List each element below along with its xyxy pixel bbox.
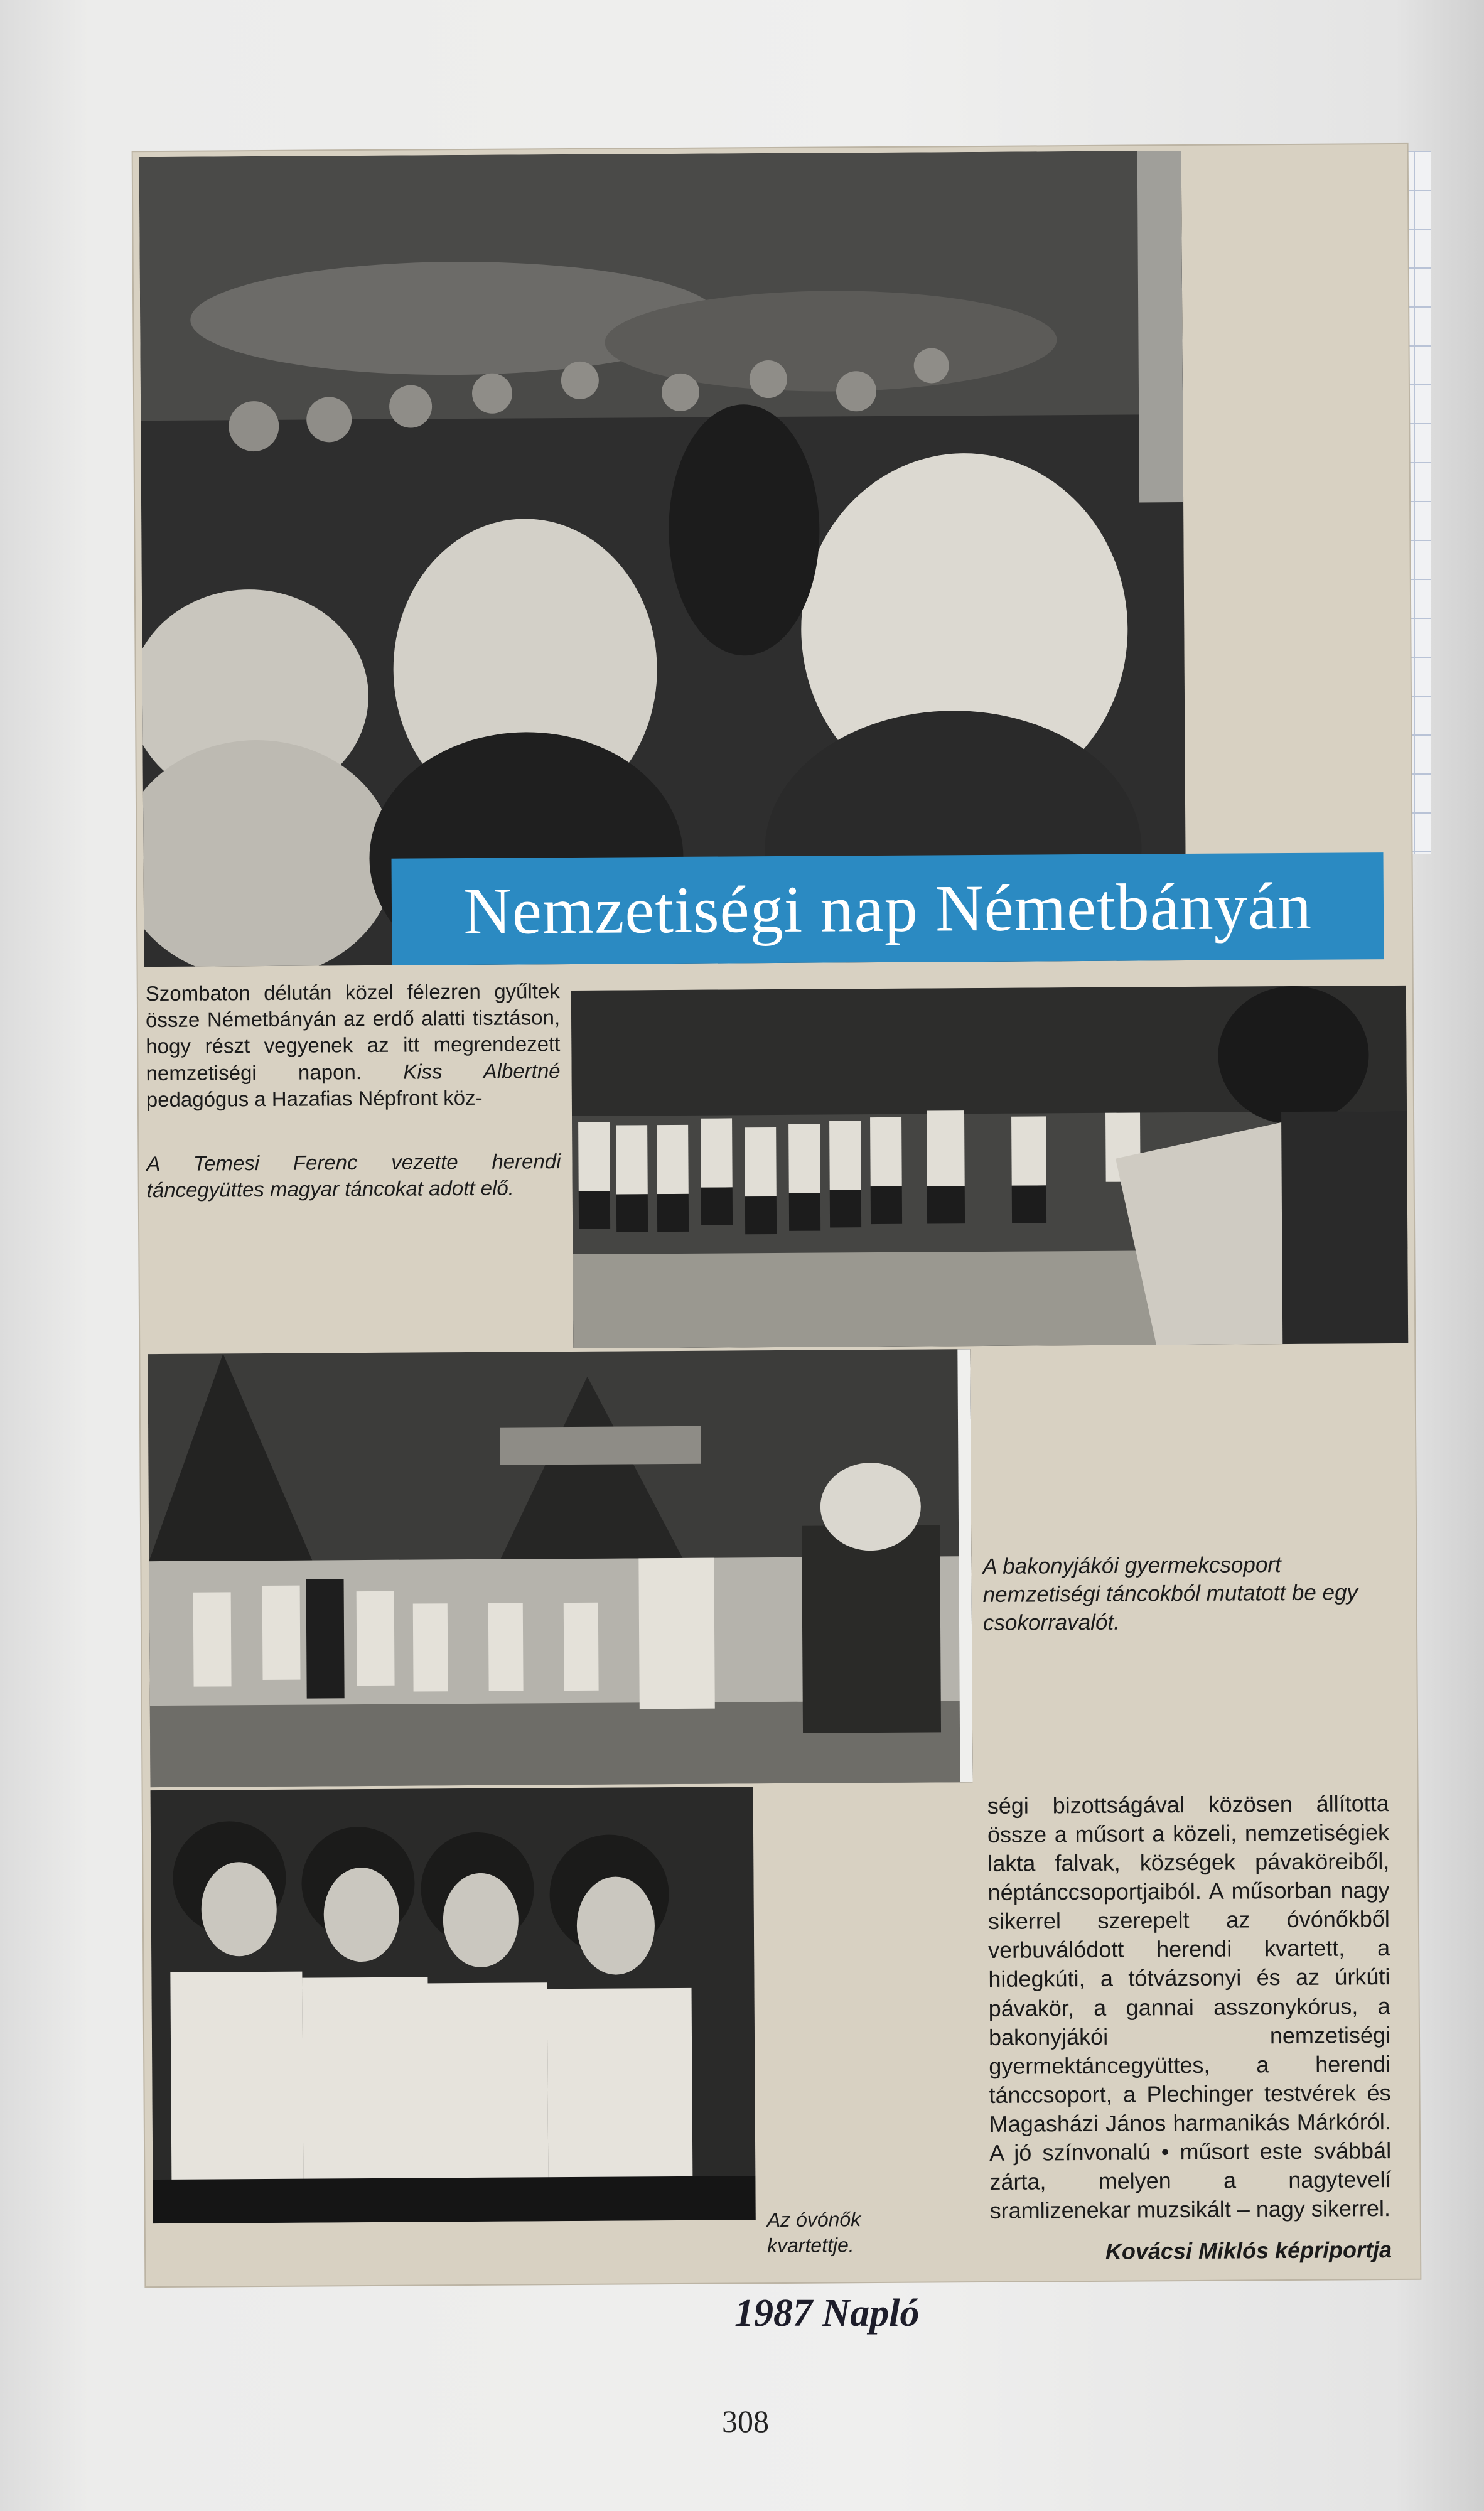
page-number: 308 — [722, 2404, 769, 2439]
quartet-photo — [151, 1787, 756, 2223]
intro-text: Szombaton délután közel félezren gyűltek össze Németbányán az erdő alatti tisztáson, hogy részt vegyenek az itt megrendezett nemzetiségi napon. — [145, 979, 561, 1085]
caption-ovonok: Az óvónők kvartettje. — [766, 2208, 861, 2257]
body-paragraph: ségi bizottságával közösen állította össze a műsort a közeli, nemzetiségiek lakta falvak, községek pávaköreiből, néptánccsoportjaiból. A műsorban nagy sikerrel szerepelt az óvónőkből verbuválódott herendi kvartett, a hidegkúti, a tótvázsonyi és az úrkúti pávakör, a gannai asszonykórus, a bakonyjákói nemzetiségi gyermektáncegyüttes, a herendi tánccsoport, a Plechinger testvérek és Magasházi János harmanikás Márkóról. A jó színvonalú • műsort este svábbál zárta, melyen a nagytevelí sramlizenekar muzsikált – nagy sikerrel. — [987, 1790, 1392, 2224]
intro-continuation: pedagógus a Hazafias Népfront köz- — [146, 1085, 483, 1112]
dance-group-photo — [571, 986, 1408, 1348]
photo-byline: Kovácsi Miklós képriportja — [1105, 2237, 1392, 2265]
intro-person-name: Kiss Albertné — [403, 1058, 561, 1083]
intro-paragraph — [146, 978, 561, 1113]
body-text-column — [987, 1789, 1392, 2267]
headline-banner — [392, 852, 1384, 965]
intro-text-column — [146, 978, 561, 1204]
handwritten-year-tag: 1987 Napló — [734, 2292, 920, 2335]
crowd-photo — [139, 151, 1186, 967]
caption-bakonyjakoi: A bakonyjákói gyermekcsoport nemzetiségi táncokból mutatott be egy csokorravalót. — [982, 1552, 1358, 1635]
article-headline: Nemzetiségi nap Németbányán — [463, 869, 1313, 949]
outdoor-dance-photo — [148, 1349, 972, 1787]
newspaper-clipping — [133, 144, 1421, 2286]
caption-temesi: A Temesi Ferenc vezette herendi táncegyüttes magyar táncokat adott elő. — [146, 1149, 561, 1202]
